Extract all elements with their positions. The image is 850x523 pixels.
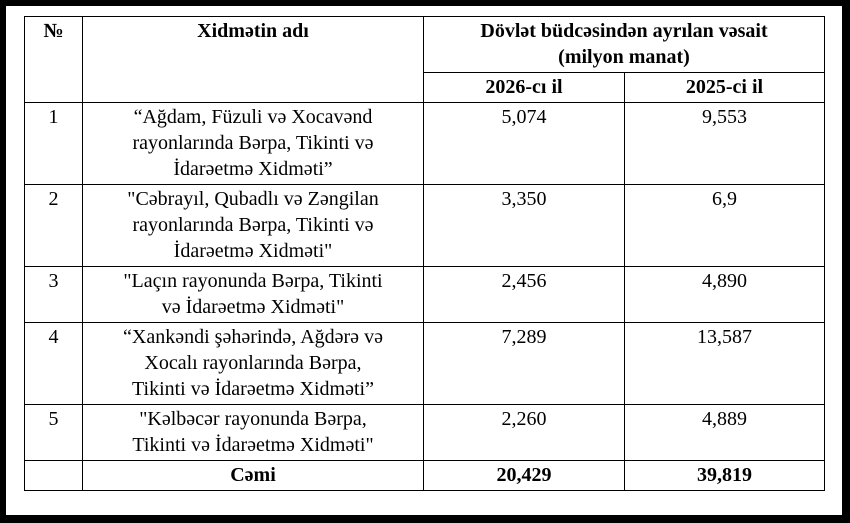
total-value-2026: 20,429 — [424, 461, 625, 491]
table-row — [25, 405, 825, 461]
header-year-2025: 2025-ci il — [625, 73, 825, 103]
budget-table — [24, 16, 825, 491]
row-number: 3 — [25, 267, 83, 323]
row-value-2026: 2,456 — [424, 267, 625, 323]
row-value-2025: 4,889 — [625, 405, 825, 461]
total-number-cell — [25, 461, 83, 491]
row-value-2026: 3,350 — [424, 185, 625, 267]
header-service-name: Xidmətin adı — [83, 17, 424, 103]
row-value-2026: 2,260 — [424, 405, 625, 461]
total-row — [25, 461, 825, 491]
row-service-name: "Laçın rayonunda Bərpa, Tikinti və İdarəetmə Xidməti" — [83, 267, 424, 323]
document-frame — [6, 6, 842, 515]
row-value-2026: 5,074 — [424, 103, 625, 185]
table-row — [25, 185, 825, 267]
header-number: № — [25, 17, 83, 103]
row-value-2025: 6,9 — [625, 185, 825, 267]
table-row — [25, 267, 825, 323]
row-number: 2 — [25, 185, 83, 267]
table-row — [25, 103, 825, 185]
header-year-2026: 2026-cı il — [424, 73, 625, 103]
row-value-2025: 4,890 — [625, 267, 825, 323]
header-budget: Dövlət büdcəsindən ayrılan vəsait (milyon manat) — [424, 17, 825, 73]
total-value-2025: 39,819 — [625, 461, 825, 491]
table-row — [25, 323, 825, 405]
total-label: Cəmi — [83, 461, 424, 491]
row-value-2026: 7,289 — [424, 323, 625, 405]
row-value-2025: 9,553 — [625, 103, 825, 185]
header-row — [25, 17, 825, 73]
row-number: 1 — [25, 103, 83, 185]
row-service-name: "Kəlbəcər rayonunda Bərpa, Tikinti və İdarəetmə Xidməti" — [83, 405, 424, 461]
row-number: 5 — [25, 405, 83, 461]
row-number: 4 — [25, 323, 83, 405]
row-service-name: “Xankəndi şəhərində, Ağdərə və Xocalı rayonlarında Bərpa, Tikinti və İdarəetmə Xidməti” — [83, 323, 424, 405]
row-service-name: “Ağdam, Füzuli və Xocavənd rayonlarında Bərpa, Tikinti və İdarəetmə Xidməti” — [83, 103, 424, 185]
row-service-name: "Cəbrayıl, Qubadlı və Zəngilan rayonlarında Bərpa, Tikinti və İdarəetmə Xidməti" — [83, 185, 424, 267]
row-value-2025: 13,587 — [625, 323, 825, 405]
